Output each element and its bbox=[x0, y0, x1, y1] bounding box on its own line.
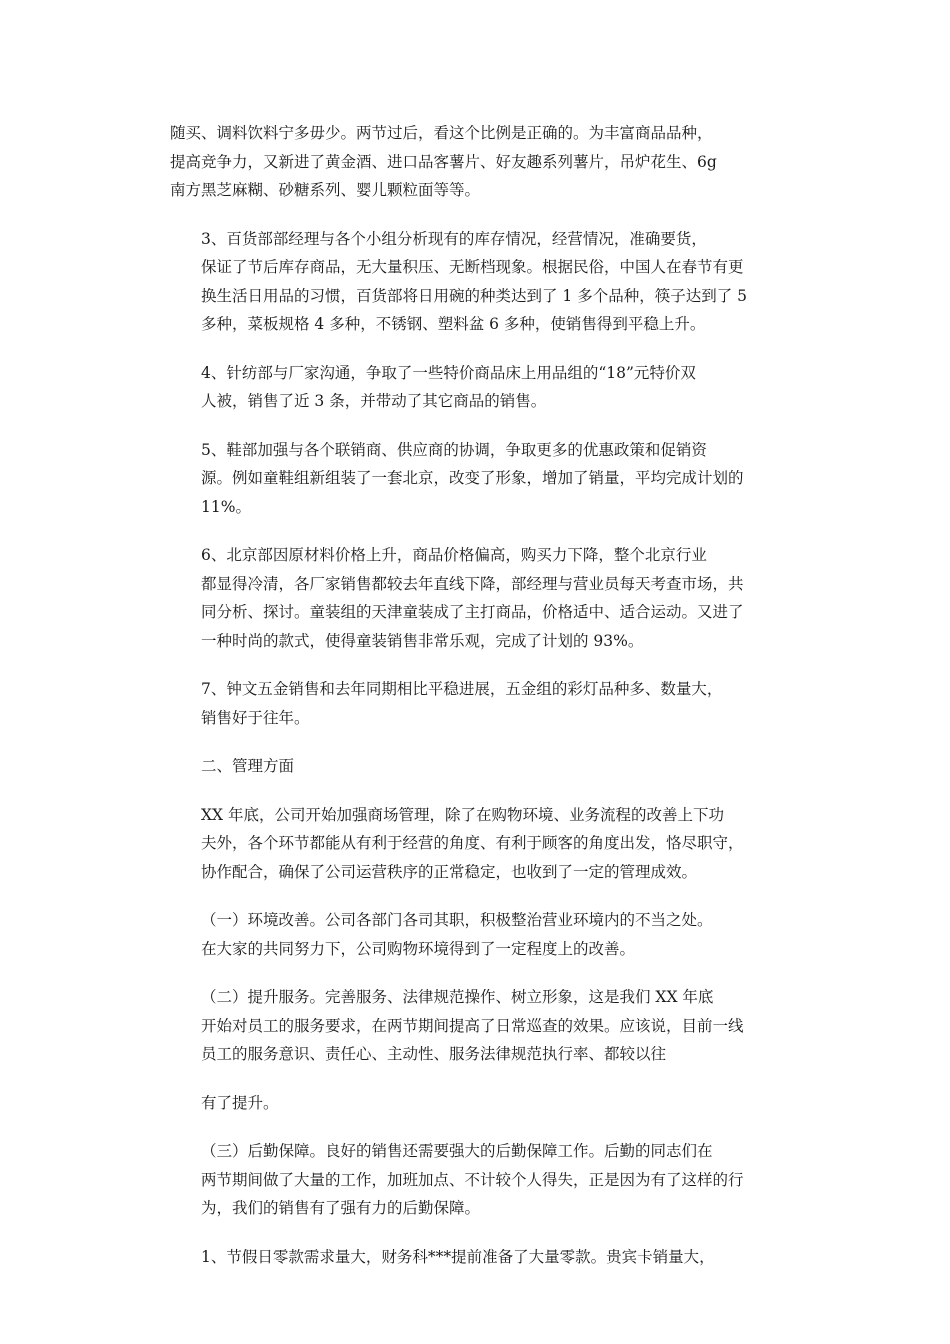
text-line: 3、百货部部经理与各个小组分析现有的库存情况，经营情况，准确要货， bbox=[201, 229, 707, 248]
text-line: 都显得冷清，各厂家销售都较去年直线下降，部经理与营业员每天考查市场，共 bbox=[201, 574, 744, 593]
paragraph bbox=[170, 359, 782, 416]
text-line: 二、管理方面 bbox=[201, 757, 295, 775]
text-line: 随买、调料饮料宁多毋少。两节过后，看这个比例是正确的。为丰富商品品种， bbox=[170, 124, 713, 142]
text-line: 11%。 bbox=[201, 497, 251, 516]
text-line: （二）提升服务。完善服务、法律规范操作、树立形象，这是我们 XX 年底 bbox=[201, 988, 714, 1006]
text-line: 有了提升。 bbox=[201, 1093, 279, 1112]
paragraph bbox=[170, 906, 782, 963]
paragraph bbox=[170, 541, 782, 655]
text-line: 在大家的共同努力下，公司购物环境得到了一定程度上的改善。 bbox=[201, 939, 636, 958]
paragraph bbox=[170, 225, 782, 339]
text-line: 两节期间做了大量的工作，加班加点、不计较个人得失，正是因为有了这样的行 bbox=[201, 1170, 744, 1189]
text-line: 4、针纺部与厂家沟通，争取了一些特价商品床上用品组的“18”元特价双 bbox=[201, 363, 696, 382]
text-line: 1、节假日零款需求量大，财务科***提前准备了大量零款。贵宾卡销量大， bbox=[201, 1247, 715, 1266]
paragraph bbox=[170, 436, 782, 522]
text-line: 销售好于往年。 bbox=[201, 708, 310, 727]
paragraph bbox=[170, 675, 782, 732]
text-line: 7、钟文五金销售和去年同期相比平稳进展，五金组的彩灯品种多、数量大， bbox=[201, 680, 723, 698]
text-line: 协作配合，确保了公司运营秩序的正常稳定，也收到了一定的管理成效。 bbox=[201, 862, 698, 881]
paragraph bbox=[170, 801, 782, 887]
text-line: 多种，菜板规格 4 多种，不锈钢、塑料盆 6 多种，使销售得到平稳上升。 bbox=[201, 315, 706, 333]
document-body bbox=[170, 119, 782, 1291]
text-line: 5、鞋部加强与各个联销商、供应商的协调，争取更多的优惠政策和促销资 bbox=[201, 440, 707, 459]
text-line: 同分析、探讨。童装组的天津童装成了主打商品，价格适中、适合运动。又进了 bbox=[201, 603, 744, 621]
text-line: （三）后勤保障。良好的销售还需要强大的后勤保障工作。后勤的同志们在 bbox=[201, 1142, 713, 1160]
paragraph bbox=[170, 119, 782, 205]
text-line: 源。例如童鞋组新组装了一套北京，改变了形象，增加了销量，平均完成计划的 bbox=[201, 469, 744, 487]
text-line: 6、北京部因原材料价格上升，商品价格偏高，购买力下降，整个北京行业 bbox=[201, 546, 707, 564]
text-line: 提高竞争力，又新进了黄金酒、进口品客薯片、好友趣系列薯片，吊炉花生、6g bbox=[170, 152, 717, 171]
paragraph bbox=[170, 752, 782, 781]
text-line: XX 年底，公司开始加强商场管理，除了在购物环境、业务流程的改善上下功 bbox=[201, 805, 724, 824]
paragraph bbox=[170, 1243, 782, 1272]
text-line: 人被，销售了近 3 条，并带动了其它商品的销售。 bbox=[201, 392, 547, 410]
paragraph bbox=[170, 1137, 782, 1223]
text-line: 保证了节后库存商品，无大量积压、无断档现象。根据民俗，中国人在春节有更 bbox=[201, 258, 744, 276]
text-line: 换生活日用品的习惯，百货部将日用碗的种类达到了 1 多个品种，筷子达到了 5 bbox=[201, 286, 748, 305]
paragraph bbox=[170, 983, 782, 1069]
text-line: 开始对员工的服务要求，在两节期间提高了日常巡查的效果。应该说，目前一线 bbox=[201, 1016, 744, 1035]
text-line: 夫外，各个环节都能从有利于经营的角度、有利于顾客的角度出发，恪尽职守， bbox=[201, 834, 744, 852]
paragraph bbox=[170, 1089, 782, 1118]
text-line: 为，我们的销售有了强有力的后勤保障。 bbox=[201, 1199, 481, 1217]
text-line: （一）环境改善。公司各部门各司其职，积极整治营业环境内的不当之处。 bbox=[201, 911, 713, 929]
text-line: 一种时尚的款式，使得童装销售非常乐观，完成了计划的 93%。 bbox=[201, 631, 644, 650]
text-line: 南方黑芝麻糊、砂糖系列、婴儿颗粒面等等。 bbox=[170, 181, 481, 199]
text-line: 员工的服务意识、责任心、主动性、服务法律规范执行率、都较以往 bbox=[201, 1045, 667, 1063]
